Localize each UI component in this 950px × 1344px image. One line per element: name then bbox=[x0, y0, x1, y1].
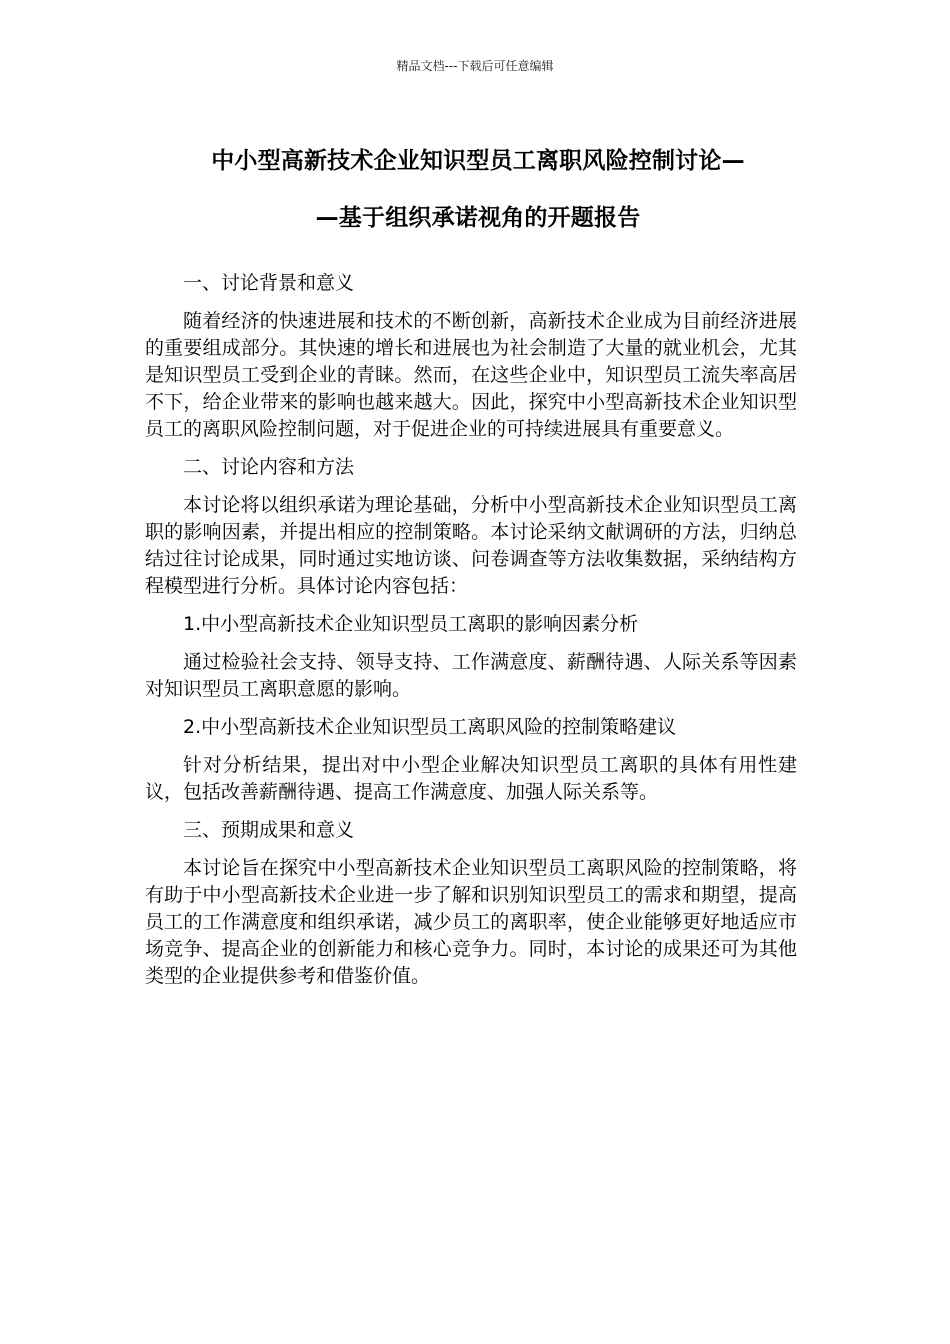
document-title-line-2: —基于组织承诺视角的开题报告 bbox=[315, 205, 641, 231]
section-heading-content-method: 二、讨论内容和方法 bbox=[183, 456, 355, 478]
document-body bbox=[145, 270, 797, 1001]
section-heading-background: 一、讨论背景和意义 bbox=[183, 272, 355, 294]
subsection-heading-factors: 1.中小型高新技术企业知识型员工离职的影响因素分析 bbox=[183, 613, 639, 635]
page-header-watermark: 精品文档---下载后可任意编辑 bbox=[396, 59, 554, 73]
document-title bbox=[140, 133, 816, 247]
section-heading-expected-results: 三、预期成果和意义 bbox=[183, 819, 355, 841]
subsection-heading-strategy: 2.中小型高新技术企业知识型员工离职风险的控制策略建议 bbox=[183, 716, 677, 738]
paragraph-content-method: 本讨论将以组织承诺为理论基础，分析中小型高新技术企业知识型员工离职的影响因素，并提出相应的控制策略。本讨论采纳文献调研的方法，归纳总结过往讨论成果，同时通过实地访谈、问卷调查等方法收集数据，采纳结构方程模型进行分析。具体讨论内容包括： bbox=[145, 494, 797, 597]
paragraph-factors: 通过检验社会支持、领导支持、工作满意度、薪酬待遇、人际关系等因素对知识型员工离职意愿的影响。 bbox=[145, 651, 797, 700]
paragraph-expected-results: 本讨论旨在探究中小型高新技术企业知识型员工离职风险的控制策略，将有助于中小型高新技术企业进一步了解和识别知识型员工的需求和期望，提高员工的工作满意度和组织承诺，减少员工的离职率，使企业能够更好地适应市场竞争、提高企业的创新能力和核心竞争力。同时，本讨论的成果还可为其他类型的企业提供参考和借鉴价值。 bbox=[145, 857, 797, 987]
paragraph-background: 随着经济的快速进展和技术的不断创新，高新技术企业成为目前经济进展的重要组成部分。其快速的增长和进展也为社会制造了大量的就业机会，尤其是知识型员工受到企业的青睐。然而，在这些企业中，知识型员工流失率高居不下，给企业带来的影响也越来越大。因此，探究中小型高新技术企业知识型员工的离职风险控制问题，对于促进企业的可持续进展具有重要意义。 bbox=[145, 310, 797, 440]
paragraph-strategy: 针对分析结果，提出对中小型企业解决知识型员工离职的具体有用性建议，包括改善薪酬待遇、提高工作满意度、加强人际关系等。 bbox=[145, 754, 797, 803]
document-title-line-1: 中小型高新技术企业知识型员工离职风险控制讨论— bbox=[211, 148, 745, 174]
